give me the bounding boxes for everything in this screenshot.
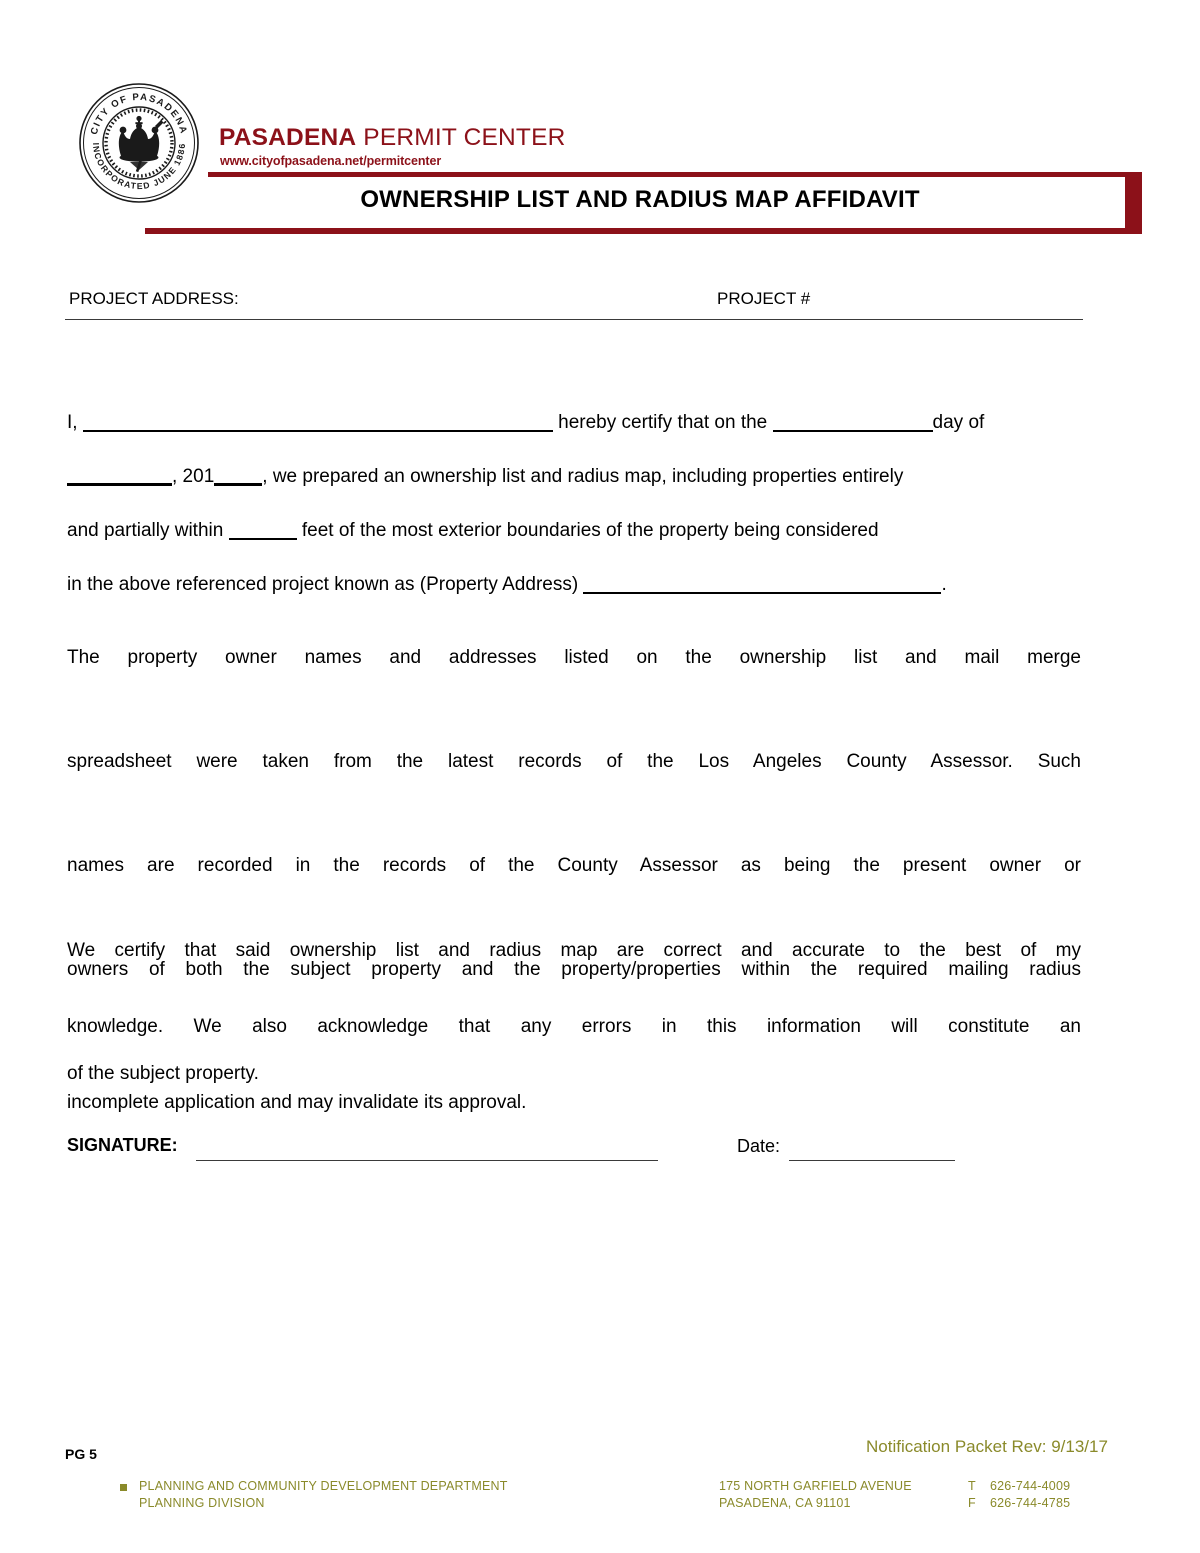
project-number-label: PROJECT #: [717, 289, 811, 308]
title-rule-top: [208, 172, 1139, 177]
certifier-name-field[interactable]: [83, 430, 553, 432]
document-footer: [0, 1478, 1200, 1528]
affidavit-line-4: [67, 574, 1081, 628]
paragraph-certify-line: incomplete application and may invalidate its approval.: [67, 1092, 527, 1113]
affidavit-line4-suffix: .: [941, 574, 947, 595]
footer-address: [719, 1478, 912, 1512]
affidavit-line3-prefix: and partially within: [67, 520, 224, 541]
footer-address-line1: 175 NORTH GARFIELD AVENUE: [719, 1479, 912, 1493]
footer-phone: [968, 1478, 1070, 1512]
document-header: [0, 0, 1200, 250]
footer-phone-fax: [968, 1495, 1070, 1512]
year-field[interactable]: [214, 483, 262, 486]
affidavit-line-3: [67, 520, 1081, 574]
brand-title: [219, 126, 566, 151]
svg-text:CITY OF PASADENA: CITY OF PASADENA: [88, 91, 190, 136]
project-info-row: [65, 289, 1083, 320]
brand-primary: PASADENA: [219, 124, 357, 151]
date-field[interactable]: [789, 1160, 955, 1161]
affidavit-line1-suffix: day of: [932, 412, 985, 433]
affidavit-line1-prefix: I,: [67, 412, 78, 433]
phone-value-t: 626-744-4009: [990, 1479, 1071, 1493]
footer-phone-telephone: [968, 1478, 1070, 1495]
paragraph-assessor-line: spreadsheet were taken from the latest records of the Los Angeles County Assessor. Such: [67, 751, 1081, 772]
affidavit-line2-year-prefix: , 201: [172, 466, 215, 487]
project-address-label: PROJECT ADDRESS:: [69, 289, 239, 308]
paragraph-assessor-line: of the subject property.: [67, 1063, 259, 1084]
date-label: Date:: [737, 1136, 781, 1156]
affidavit-line4-prefix: in the above referenced project known as (Property Address): [67, 574, 579, 595]
paragraph-certify-line: We certify that said ownership list and radius map are correct and accurate to the best of my: [67, 940, 1081, 961]
paragraph-assessor-line: The property owner names and addresses listed on the ownership list and mail merge: [67, 647, 1081, 668]
affidavit-line-1: [67, 412, 1081, 466]
phone-key-t: T: [968, 1479, 976, 1493]
title-accent-block: [1125, 172, 1142, 234]
affidavit-line3-suffix: feet of the most exterior boundaries of the property being considered: [301, 520, 879, 541]
signature-field[interactable]: [196, 1160, 658, 1161]
footer-department-line2: PLANNING DIVISION: [139, 1496, 265, 1510]
paragraph-assessor-line: names are recorded in the records of the County Assessor as being the present owner or: [67, 855, 1081, 876]
footer-department-line1: PLANNING AND COMMUNITY DEVELOPMENT DEPARTMENT: [139, 1479, 508, 1493]
revision-note: Notification Packet Rev: 9/13/17: [866, 1437, 1108, 1456]
radius-feet-field[interactable]: [229, 538, 297, 540]
footer-department: [139, 1478, 508, 1512]
paragraph-assessor-line: owners of both the subject property and the property/properties within the required mailing radius: [67, 959, 1081, 980]
page-title: OWNERSHIP LIST AND RADIUS MAP AFFIDAVIT: [360, 186, 920, 213]
signature-label: SIGNATURE:: [67, 1135, 178, 1155]
title-rule-bottom: [145, 228, 1139, 234]
affidavit-line2-suffix: , we prepared an ownership list and radius map, including properties entirely: [262, 466, 904, 487]
page-number: PG 5: [65, 1446, 97, 1462]
footer-address-line2: PASADENA, CA 91101: [719, 1496, 851, 1510]
paragraph-certify-line: knowledge. We also acknowledge that any errors in this information will constitute an: [67, 1016, 1081, 1037]
brand-secondary: PERMIT CENTER: [356, 124, 566, 151]
svg-text:INCORPORATED JUNE 1886: INCORPORATED JUNE 1886: [90, 142, 188, 192]
square-bullet-icon: [120, 1484, 127, 1491]
phone-value-f: 626-744-4785: [990, 1496, 1071, 1510]
brand-url[interactable]: www.cityofpasadena.net/permitcenter: [220, 154, 442, 168]
affidavit-line1-mid: hereby certify that on the: [558, 412, 768, 433]
day-field[interactable]: [773, 430, 933, 432]
affidavit-line-2: [67, 466, 1081, 520]
property-address-field[interactable]: [583, 592, 941, 594]
affidavit-fill-lines: [67, 412, 1081, 628]
phone-key-f: F: [968, 1496, 976, 1510]
month-field[interactable]: [67, 483, 172, 486]
paragraph-certify: [67, 932, 1081, 1122]
